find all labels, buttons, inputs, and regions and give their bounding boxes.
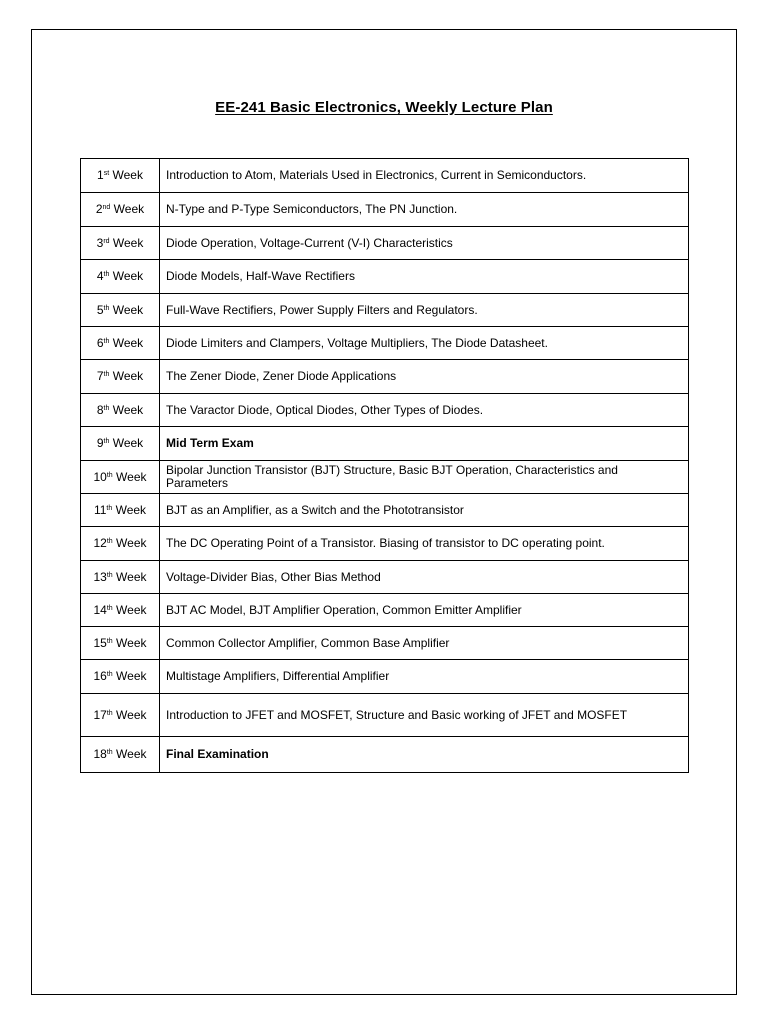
topic-cell: Introduction to JFET and MOSFET, Structure and Basic working of JFET and MOSFET <box>160 694 689 737</box>
week-cell <box>81 660 160 694</box>
topic-cell: Introduction to Atom, Materials Used in Electronics, Current in Semiconductors. <box>160 159 689 193</box>
week-cell <box>81 394 160 427</box>
week-ordinal-suffix: th <box>103 438 110 445</box>
week-cell <box>81 227 160 260</box>
week-label: Week <box>116 602 147 617</box>
lecture-plan-table <box>80 158 689 773</box>
topic-cell: Final Examination <box>160 737 689 773</box>
week-cell <box>81 561 160 594</box>
week-number: 4 <box>96 269 104 283</box>
week-label: Week <box>115 502 147 517</box>
week-number: 16 <box>93 669 107 683</box>
week-number: 13 <box>93 569 107 584</box>
topic-cell: BJT as an Amplifier, as a Switch and the Phototransistor <box>160 494 689 527</box>
week-number: 3 <box>96 235 104 250</box>
week-number: 8 <box>96 402 104 417</box>
week-number: 15 <box>93 635 107 650</box>
topic-cell: The Varactor Diode, Optical Diodes, Other Types of Diodes. <box>160 394 689 427</box>
week-cell <box>81 737 160 773</box>
topic-cell: Diode Limiters and Clampers, Voltage Multipliers, The Diode Datasheet. <box>160 327 689 360</box>
week-number: 17 <box>93 707 107 722</box>
week-number: 11 <box>93 502 107 517</box>
topic-cell: The Zener Diode, Zener Diode Applications <box>160 360 689 394</box>
week-label: Week <box>112 168 143 182</box>
week-ordinal-suffix: th <box>103 304 110 312</box>
topic-cell: Multistage Amplifiers, Differential Amplifier <box>160 660 689 694</box>
topic-cell: Diode Models, Half-Wave Rectifiers <box>160 260 689 294</box>
week-label: Week <box>116 469 147 484</box>
week-cell <box>81 461 160 494</box>
topic-cell: The DC Operating Point of a Transistor. Biasing of transistor to DC operating point. <box>160 527 689 561</box>
week-cell <box>81 527 160 561</box>
table-row <box>81 227 689 260</box>
week-label: Week <box>112 235 144 250</box>
week-label: Week <box>116 707 147 722</box>
week-ordinal-suffix: th <box>106 538 113 545</box>
topic-cell: Full-Wave Rectifiers, Power Supply Filters and Regulators. <box>160 294 689 327</box>
week-ordinal-suffix: th <box>106 604 113 612</box>
week-ordinal-suffix: th <box>103 271 110 278</box>
week-label: Week <box>112 269 144 283</box>
week-cell <box>81 159 160 193</box>
table-row <box>81 694 689 737</box>
week-cell <box>81 294 160 327</box>
week-ordinal-suffix: th <box>106 709 113 717</box>
table-row <box>81 594 689 627</box>
week-number: 14 <box>93 602 107 617</box>
week-ordinal-suffix: th <box>103 404 110 412</box>
week-ordinal-suffix: st <box>103 170 110 177</box>
week-label: Week <box>116 569 147 584</box>
week-cell <box>81 193 160 227</box>
week-number: 5 <box>96 302 104 317</box>
topic-cell: Bipolar Junction Transistor (BJT) Structure, Basic BJT Operation, Characteristics and Parameters <box>160 461 689 494</box>
table-row <box>81 260 689 294</box>
week-cell <box>81 494 160 527</box>
week-label: Week <box>112 335 144 350</box>
week-ordinal-suffix: th <box>106 637 113 645</box>
table-row <box>81 193 689 227</box>
table-row <box>81 394 689 427</box>
table-row <box>81 461 689 494</box>
topic-cell: Voltage-Divider Bias, Other Bias Method <box>160 561 689 594</box>
week-ordinal-suffix: th <box>106 504 113 512</box>
table-row <box>81 360 689 394</box>
lecture-plan-body <box>81 159 689 773</box>
table-row <box>81 494 689 527</box>
week-ordinal-suffix: th <box>106 471 113 479</box>
week-number: 12 <box>93 536 107 550</box>
table-row <box>81 627 689 660</box>
week-number: 1 <box>97 168 104 182</box>
document-title: EE-241 Basic Electronics, Weekly Lecture Plan <box>215 99 553 116</box>
table-row <box>81 527 689 561</box>
week-number: 9 <box>96 436 104 450</box>
week-label: Week <box>116 635 147 650</box>
week-number: 10 <box>93 469 107 484</box>
week-label: Week <box>112 402 144 417</box>
table-row <box>81 737 689 773</box>
week-ordinal-suffix: th <box>106 571 113 579</box>
week-label: Week <box>113 202 145 216</box>
table-row <box>81 327 689 360</box>
topic-cell: Common Collector Amplifier, Common Base Amplifier <box>160 627 689 660</box>
week-cell <box>81 694 160 737</box>
week-label: Week <box>116 747 147 761</box>
week-cell <box>81 627 160 660</box>
week-label: Week <box>112 302 144 317</box>
week-cell <box>81 327 160 360</box>
week-number: 18 <box>93 747 107 761</box>
week-ordinal-suffix: th <box>103 337 110 345</box>
week-ordinal-suffix: th <box>103 371 110 378</box>
week-label: Week <box>116 536 147 550</box>
topic-cell: Diode Operation, Voltage-Current (V-I) Characteristics <box>160 227 689 260</box>
week-label: Week <box>112 369 144 383</box>
week-number: 6 <box>96 335 104 350</box>
week-ordinal-suffix: nd <box>102 204 111 211</box>
topic-cell: BJT AC Model, BJT Amplifier Operation, Common Emitter Amplifier <box>160 594 689 627</box>
week-cell <box>81 260 160 294</box>
table-row <box>81 561 689 594</box>
week-ordinal-suffix: th <box>106 671 113 678</box>
table-row <box>81 159 689 193</box>
topic-cell: N-Type and P-Type Semiconductors, The PN Junction. <box>160 193 689 227</box>
topic-cell: Mid Term Exam <box>160 427 689 461</box>
week-number: 2 <box>95 202 103 216</box>
table-row <box>81 427 689 461</box>
table-row <box>81 294 689 327</box>
week-cell <box>81 427 160 461</box>
week-label: Week <box>112 436 144 450</box>
week-label: Week <box>116 669 147 683</box>
week-cell <box>81 360 160 394</box>
week-ordinal-suffix: th <box>106 749 113 756</box>
week-cell <box>81 594 160 627</box>
week-ordinal-suffix: rd <box>103 237 110 245</box>
week-number: 7 <box>96 369 104 383</box>
table-row <box>81 660 689 694</box>
